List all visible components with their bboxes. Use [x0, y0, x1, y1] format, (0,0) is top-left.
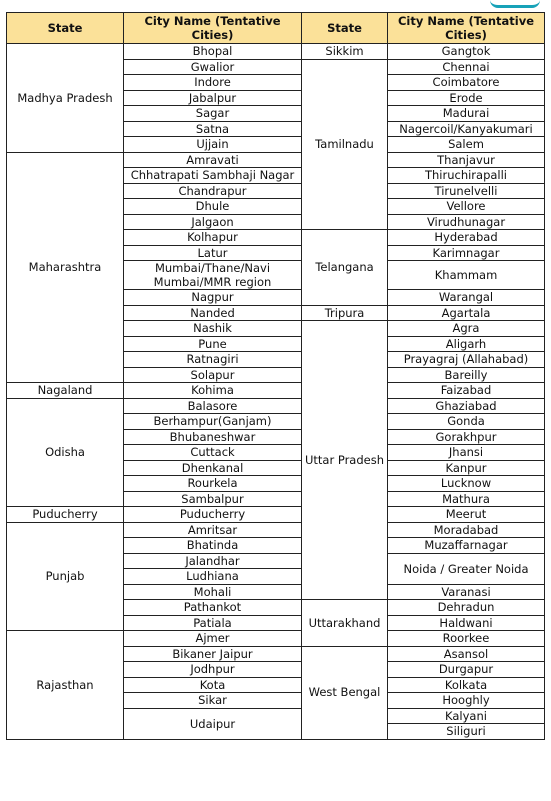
city-cell: Latur [124, 245, 302, 261]
city-cell: Chennai [388, 59, 545, 75]
city-cell: Ludhiana [124, 569, 302, 585]
city-cell: Nagpur [124, 290, 302, 306]
city-cell: Meerut [388, 507, 545, 523]
city-cell: Sikar [124, 693, 302, 709]
city-cell: Bikaner Jaipur [124, 646, 302, 662]
city-cell: Chandrapur [124, 183, 302, 199]
state-cell: Uttar Pradesh [302, 321, 388, 600]
table-row [7, 398, 545, 414]
state-cell: Tamilnadu [302, 59, 388, 230]
city-cell: Amritsar [124, 522, 302, 538]
city-cell: Karimnagar [388, 245, 545, 261]
city-cell: Balasore [124, 398, 302, 414]
city-cell: Pune [124, 336, 302, 352]
table-row [7, 152, 545, 168]
table-row [7, 631, 545, 647]
table-row [7, 507, 545, 523]
city-cell: Sagar [124, 106, 302, 122]
city-cell: Prayagraj (Allahabad) [388, 352, 545, 368]
city-cell: Gangtok [388, 44, 545, 60]
city-cell: Dehradun [388, 600, 545, 616]
city-cell: Hyderabad [388, 230, 545, 246]
table-container [6, 12, 545, 740]
state-cell: Telangana [302, 230, 388, 306]
city-cell: Ujjain [124, 137, 302, 153]
city-cell: Jodhpur [124, 662, 302, 678]
city-cell: Mumbai/Thane/Navi Mumbai/MMR region [124, 261, 302, 290]
state-cell: Sikkim [302, 44, 388, 60]
city-cell: Jabalpur [124, 90, 302, 106]
city-cell: Noida / Greater Noida [388, 553, 545, 584]
city-cell: Puducherry [124, 507, 302, 523]
city-cell: Mohali [124, 584, 302, 600]
city-cell: Kalyani [388, 708, 545, 724]
city-cell: Mathura [388, 491, 545, 507]
state-cell: Tripura [302, 305, 388, 321]
city-cell: Kohima [124, 383, 302, 399]
table-row [7, 383, 545, 399]
city-cell: Bhatinda [124, 538, 302, 554]
state-cell: Maharashtra [7, 152, 124, 383]
state-cell: Madhya Pradesh [7, 44, 124, 153]
city-cell: Chhatrapati Sambhaji Nagar [124, 168, 302, 184]
city-cell: Patiala [124, 615, 302, 631]
city-cell: Solapur [124, 367, 302, 383]
state-cell: West Bengal [302, 646, 388, 739]
city-cell: Hooghly [388, 693, 545, 709]
city-cell: Jalandhar [124, 553, 302, 569]
decorative-corner-shape [490, 0, 540, 8]
city-cell: Coimbatore [388, 75, 545, 91]
city-cell: Bhubaneshwar [124, 429, 302, 445]
city-cell: Dhenkanal [124, 460, 302, 476]
city-cell: Sambalpur [124, 491, 302, 507]
city-cell: Gwalior [124, 59, 302, 75]
city-cell: Warangal [388, 290, 545, 306]
header-state-right: State [302, 13, 388, 44]
state-cell: Puducherry [7, 507, 124, 523]
header-row [7, 13, 545, 44]
city-cell: Bhopal [124, 44, 302, 60]
city-cell: Bareilly [388, 367, 545, 383]
city-cell: Agartala [388, 305, 545, 321]
city-cell: Amravati [124, 152, 302, 168]
state-cell: Nagaland [7, 383, 124, 399]
city-cell: Satna [124, 121, 302, 137]
city-cell: Dhule [124, 199, 302, 215]
state-cell: Odisha [7, 398, 124, 507]
city-cell: Berhampur(Ganjam) [124, 414, 302, 430]
city-cell: Roorkee [388, 631, 545, 647]
city-cell: Ghaziabad [388, 398, 545, 414]
city-cell: Udaipur [124, 708, 302, 739]
city-cell: Cuttack [124, 445, 302, 461]
city-cell: Vellore [388, 199, 545, 215]
city-cell: Muzaffarnagar [388, 538, 545, 554]
city-cell: Gonda [388, 414, 545, 430]
city-cell: Gorakhpur [388, 429, 545, 445]
table-row [7, 44, 545, 60]
state-city-table [6, 12, 545, 740]
city-cell: Faizabad [388, 383, 545, 399]
city-cell: Indore [124, 75, 302, 91]
state-cell: Rajasthan [7, 631, 124, 740]
city-cell: Nashik [124, 321, 302, 337]
table-row [7, 522, 545, 538]
city-cell: Khammam [388, 261, 545, 290]
city-cell: Nanded [124, 305, 302, 321]
city-cell: Moradabad [388, 522, 545, 538]
header-city-right: City Name (Tentative Cities) [388, 13, 545, 44]
state-cell: Punjab [7, 522, 124, 631]
city-cell: Jalgaon [124, 214, 302, 230]
city-cell: Aligarh [388, 336, 545, 352]
state-cell: Uttarakhand [302, 600, 388, 647]
city-cell: Kolkata [388, 677, 545, 693]
city-cell: Pathankot [124, 600, 302, 616]
city-cell: Ajmer [124, 631, 302, 647]
city-cell: Lucknow [388, 476, 545, 492]
city-cell: Madurai [388, 106, 545, 122]
city-cell: Thiruchirapalli [388, 168, 545, 184]
header-city-left: City Name (Tentative Cities) [124, 13, 302, 44]
city-cell: Kanpur [388, 460, 545, 476]
city-cell: Rourkela [124, 476, 302, 492]
city-cell: Agra [388, 321, 545, 337]
city-cell: Jhansi [388, 445, 545, 461]
city-cell: Varanasi [388, 584, 545, 600]
city-cell: Thanjavur [388, 152, 545, 168]
city-cell: Virudhunagar [388, 214, 545, 230]
city-cell: Erode [388, 90, 545, 106]
city-cell: Siliguri [388, 724, 545, 740]
city-cell: Salem [388, 137, 545, 153]
city-cell: Haldwani [388, 615, 545, 631]
city-cell: Durgapur [388, 662, 545, 678]
city-cell: Asansol [388, 646, 545, 662]
city-cell: Kolhapur [124, 230, 302, 246]
city-cell: Tirunelvelli [388, 183, 545, 199]
city-cell: Nagercoil/Kanyakumari [388, 121, 545, 137]
city-cell: Ratnagiri [124, 352, 302, 368]
header-state-left: State [7, 13, 124, 44]
city-cell: Kota [124, 677, 302, 693]
